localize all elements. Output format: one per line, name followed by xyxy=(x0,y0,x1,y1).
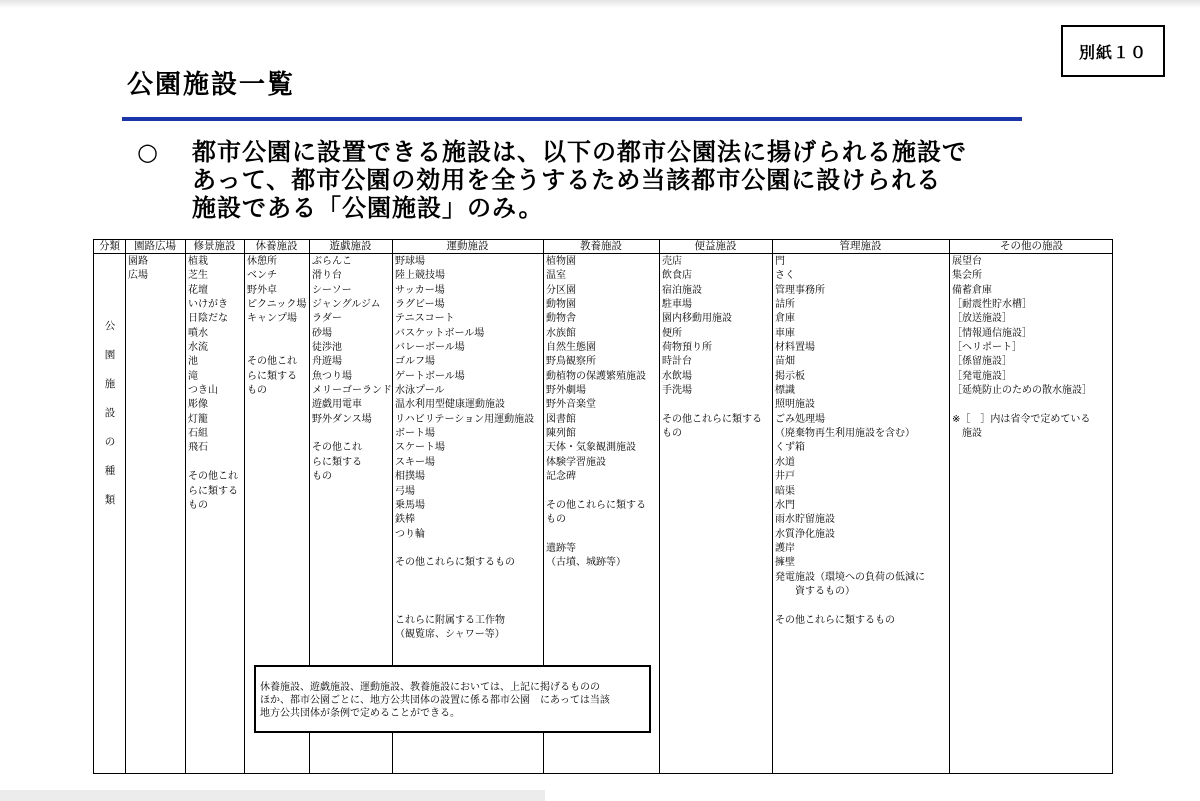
facility-item: 遊戯用電車 xyxy=(312,399,362,411)
facility-item: 管理事務所 xyxy=(775,284,825,296)
facility-item: ※［ ］内は省令で定めている xyxy=(952,413,1091,425)
header-classification: 分類 xyxy=(99,240,120,252)
facility-item: 魚つり場 xyxy=(312,370,352,382)
note-line-3: 地方公共団体が条例で定めることができる。 xyxy=(260,708,460,719)
facility-item: ボート場 xyxy=(395,428,435,440)
column-management xyxy=(775,255,925,628)
column-divider xyxy=(185,240,186,773)
facility-item: 滝 xyxy=(188,370,198,382)
facility-item: その他これらに類するもの xyxy=(395,557,515,569)
facility-item: らに類する xyxy=(247,370,297,382)
top-edge-shadow xyxy=(0,0,1200,8)
facility-item: キャンプ場 xyxy=(247,313,297,325)
facility-item: もの xyxy=(188,499,208,511)
facility-item xyxy=(775,599,925,613)
facility-item: 水飲場 xyxy=(662,370,692,382)
facility-item: 自然生態園 xyxy=(546,342,596,354)
facility-item: バスケットボール場 xyxy=(395,327,485,339)
facility-item: 駐車場 xyxy=(662,299,692,311)
facility-item xyxy=(395,542,534,556)
facility-item: 飛石 xyxy=(188,442,208,454)
facility-item: さく xyxy=(775,270,795,282)
facility-item: もの xyxy=(546,514,566,526)
facility-item: ゴルフ場 xyxy=(395,356,435,368)
facility-item: リハビリテーション用運動施設 xyxy=(395,413,535,425)
facility-item: ［情報通信施設］ xyxy=(952,327,1032,339)
facility-item: 展望台 xyxy=(952,256,982,267)
facility-item: 便所 xyxy=(662,327,682,339)
facility-item: 植物園 xyxy=(546,256,576,267)
facility-item: その他これらに類する xyxy=(546,499,646,511)
facility-item: 水道 xyxy=(775,456,795,468)
facility-item: 徒渉池 xyxy=(312,342,342,354)
bottom-edge-shadow xyxy=(0,790,545,801)
facility-item: 車庫 xyxy=(775,327,795,339)
facility-item: 集会所 xyxy=(952,270,982,282)
lead-line-3: 施設である「公園施設」のみ。 xyxy=(192,194,544,222)
facility-item: 記念碑 xyxy=(546,471,576,483)
facility-item xyxy=(312,427,392,441)
facility-item: 標識 xyxy=(775,385,795,397)
facility-item: 水泳プール xyxy=(395,385,445,397)
column-play xyxy=(312,255,392,485)
facility-item: 苗畑 xyxy=(775,356,795,368)
facility-item: 井戸 xyxy=(775,471,795,483)
facility-item xyxy=(188,456,238,470)
page-title: 公園施設一覧 xyxy=(127,70,296,100)
facility-item: スキー場 xyxy=(395,456,435,468)
header-education: 教養施設 xyxy=(580,240,622,252)
facility-item: 野外劇場 xyxy=(546,385,586,397)
lead-line-2: あって、都市公園の効用を全うするため当該都市公園に設けられる xyxy=(192,166,942,194)
side-label-char: 施 xyxy=(104,378,116,390)
facility-item: 飲食店 xyxy=(662,270,692,282)
facility-item: ［放送施設］ xyxy=(952,313,1012,325)
facility-item xyxy=(247,327,306,341)
facility-item: 手洗場 xyxy=(662,385,692,397)
column-convenience xyxy=(662,255,762,441)
column-divider xyxy=(244,240,245,773)
facility-item: 相撲場 xyxy=(395,471,425,483)
facility-item: 動植物の保護繁殖施設 xyxy=(546,370,646,382)
facility-item: 温室 xyxy=(546,270,566,282)
column-divider xyxy=(949,240,950,773)
facility-item: 彫像 xyxy=(188,399,208,411)
facility-item: 荷物預り所 xyxy=(662,342,712,354)
facility-item xyxy=(952,398,1092,412)
facility-item: （観覧席、シャワー等） xyxy=(395,628,505,640)
facility-item: 詰所 xyxy=(775,299,795,311)
facility-item: 園内移動用施設 xyxy=(662,313,732,325)
facility-item: 陸上競技場 xyxy=(395,270,445,282)
facility-item: もの xyxy=(247,385,267,397)
side-label-char: の xyxy=(104,436,116,448)
header-convenience: 便益施設 xyxy=(694,240,737,252)
facility-item: ［耐震性貯水槽］ xyxy=(952,299,1032,311)
facility-item: 乗馬場 xyxy=(395,499,425,511)
facility-item: その他これらに類するもの xyxy=(775,614,895,626)
facility-item: 擁壁 xyxy=(775,557,795,569)
facility-item: 舟遊場 xyxy=(312,356,342,368)
facility-item: 売店 xyxy=(662,256,682,267)
facility-item xyxy=(395,585,534,599)
header-other: その他の施設 xyxy=(1000,240,1063,252)
facility-item xyxy=(546,528,646,542)
header-divider xyxy=(94,253,1112,254)
facility-item: ［ヘリポート］ xyxy=(952,342,1022,354)
column-other xyxy=(952,255,1092,441)
facility-item: 鉄棒 xyxy=(395,514,415,526)
facility-item: ぶらんこ xyxy=(312,256,352,267)
note-line-2: ほか、都市公園ごとに、地方公共団体の設置に係る都市公園 にあっては当該 xyxy=(260,695,610,706)
facility-item: 水流 xyxy=(188,342,208,354)
facility-item: テニスコート xyxy=(395,313,455,325)
facility-item: 図書館 xyxy=(546,413,576,425)
header-rest: 休養施設 xyxy=(255,240,298,252)
facility-item: 資するもの） xyxy=(775,585,855,597)
facility-item: その他これ xyxy=(312,442,362,454)
note-box xyxy=(254,665,651,733)
column-path-plaza xyxy=(128,255,148,284)
facility-item: 野外ダンス場 xyxy=(312,413,372,425)
column-sports xyxy=(395,255,534,642)
facility-item: 動物舎 xyxy=(546,313,576,325)
facility-item: 野鳥観察所 xyxy=(546,356,596,368)
facility-item: 護岸 xyxy=(775,542,795,554)
facility-item: シーソー xyxy=(312,284,352,296)
facility-item: 陳列館 xyxy=(546,428,576,440)
facility-item: らに類する xyxy=(312,456,362,468)
facility-item: 池 xyxy=(188,356,198,368)
facility-item xyxy=(546,485,646,499)
header-path-plaza: 園路広場 xyxy=(134,240,176,252)
facility-item: ジャングルジム xyxy=(312,299,381,311)
title-underline xyxy=(122,117,1022,121)
facility-item: 発電施設（環境への負荷の低減に xyxy=(775,571,925,583)
facility-item: 芝生 xyxy=(188,270,208,282)
column-rest xyxy=(247,255,306,398)
facility-item: つき山 xyxy=(188,385,218,397)
header-play: 遊戯施設 xyxy=(329,240,372,252)
note-line-1: 休養施設、遊戯施設、運動施設、教養施設においては、上記に掲げるものの xyxy=(260,682,600,693)
facility-item: ピクニック場 xyxy=(247,299,307,311)
facility-item xyxy=(395,571,534,585)
lead-paragraph xyxy=(192,138,1072,222)
facility-item: 暗渠 xyxy=(775,485,795,497)
side-label-char: 園 xyxy=(104,349,116,361)
facility-item: 門 xyxy=(775,256,785,267)
facility-item: 体験学習施設 xyxy=(546,456,606,468)
facility-item: ［発電施設］ xyxy=(952,370,1012,382)
facility-item: ［延焼防止のための散水施設］ xyxy=(952,385,1092,397)
facility-item: 広場 xyxy=(128,270,148,282)
column-education xyxy=(546,255,646,571)
facility-item: これらに附属する工作物 xyxy=(395,614,505,626)
facility-item: 野外卓 xyxy=(247,284,277,296)
facility-item: 照明施設 xyxy=(775,399,815,411)
facility-item: 材料置場 xyxy=(775,342,815,354)
facility-item: 水質浄化施設 xyxy=(775,528,835,540)
facility-item: つり輪 xyxy=(395,528,425,540)
header-management: 管理施設 xyxy=(839,240,882,252)
facility-item: 水門 xyxy=(775,499,795,511)
facility-item xyxy=(662,398,762,412)
appendix-label: 別紙１０ xyxy=(1061,25,1165,77)
lead-line-1: 都市公園に設置できる施設は、以下の都市公園法に揚げられる施設で xyxy=(192,138,967,166)
header-sports: 運動施設 xyxy=(446,240,489,252)
facility-item: 植栽 xyxy=(188,256,208,267)
facility-item: くず箱 xyxy=(775,442,805,454)
facility-item: 雨水貯留施設 xyxy=(775,514,835,526)
facility-item: その他これらに類する xyxy=(662,413,762,425)
facility-item: もの xyxy=(662,428,682,440)
facility-item: ごみ処理場 xyxy=(775,413,825,425)
side-label-char: 類 xyxy=(104,494,116,506)
facility-item: バレーボール場 xyxy=(395,342,465,354)
facility-item: 動物園 xyxy=(546,299,576,311)
header-landscape: 修景施設 xyxy=(193,240,236,252)
facility-item: 灯籠 xyxy=(188,413,208,425)
facility-item: ラダー xyxy=(312,313,342,325)
facility-item: ラグビー場 xyxy=(395,299,445,311)
facility-item: 備蓄倉庫 xyxy=(952,284,992,296)
facility-item: 野外音楽堂 xyxy=(546,399,596,411)
facility-item: 休憩所 xyxy=(247,256,277,267)
facility-item: いけがき xyxy=(188,299,228,311)
facility-item: （廃棄物再生利用施設を含む） xyxy=(775,428,915,440)
facility-item: 遺跡等 xyxy=(546,542,576,554)
facility-item: 砂場 xyxy=(312,327,332,339)
facility-item: 野球場 xyxy=(395,256,425,267)
facility-item: 花壇 xyxy=(188,284,208,296)
facility-item: その他これ xyxy=(247,356,297,368)
facility-item: サッカー場 xyxy=(395,284,445,296)
facility-item: らに類する xyxy=(188,485,238,497)
facility-item: 掲示板 xyxy=(775,370,805,382)
side-label-char: 公 xyxy=(104,320,116,332)
side-label xyxy=(94,312,126,515)
facility-item xyxy=(395,599,534,613)
side-label-char: 設 xyxy=(104,407,116,419)
facility-item: 園路 xyxy=(128,256,148,267)
facility-item xyxy=(247,341,306,355)
side-label-char: 種 xyxy=(104,465,116,477)
facility-item: スケート場 xyxy=(395,442,445,454)
facility-item: 弓場 xyxy=(395,485,415,497)
facility-item: 滑り台 xyxy=(312,270,342,282)
facility-item: メリーゴーランド xyxy=(312,385,392,397)
facility-item: ゲートボール場 xyxy=(395,370,465,382)
facility-item: 噴水 xyxy=(188,327,208,339)
facility-item: 倉庫 xyxy=(775,313,795,325)
facility-item: 温水利用型健康運動施設 xyxy=(395,399,505,411)
facility-item: 水族館 xyxy=(546,327,576,339)
facility-item: もの xyxy=(312,471,332,483)
facility-item: ベンチ xyxy=(247,270,277,282)
facility-item: その他これ xyxy=(188,471,238,483)
facility-item: 宿泊施設 xyxy=(662,284,702,296)
facility-item: ［係留施設］ xyxy=(952,356,1012,368)
column-divider xyxy=(659,240,660,773)
facility-item: 日陰だな xyxy=(188,313,228,325)
facility-item: 時計台 xyxy=(662,356,692,368)
column-landscape xyxy=(188,255,238,513)
column-divider xyxy=(125,240,126,773)
bullet-circle: ○ xyxy=(137,138,158,166)
facility-item: 天体・気象観測施設 xyxy=(546,442,636,454)
facility-item: 石組 xyxy=(188,428,208,440)
facility-item: 分区園 xyxy=(546,284,576,296)
column-divider xyxy=(772,240,773,773)
facility-item: （古墳、城跡等） xyxy=(546,557,626,569)
facility-item: 施設 xyxy=(952,428,982,440)
